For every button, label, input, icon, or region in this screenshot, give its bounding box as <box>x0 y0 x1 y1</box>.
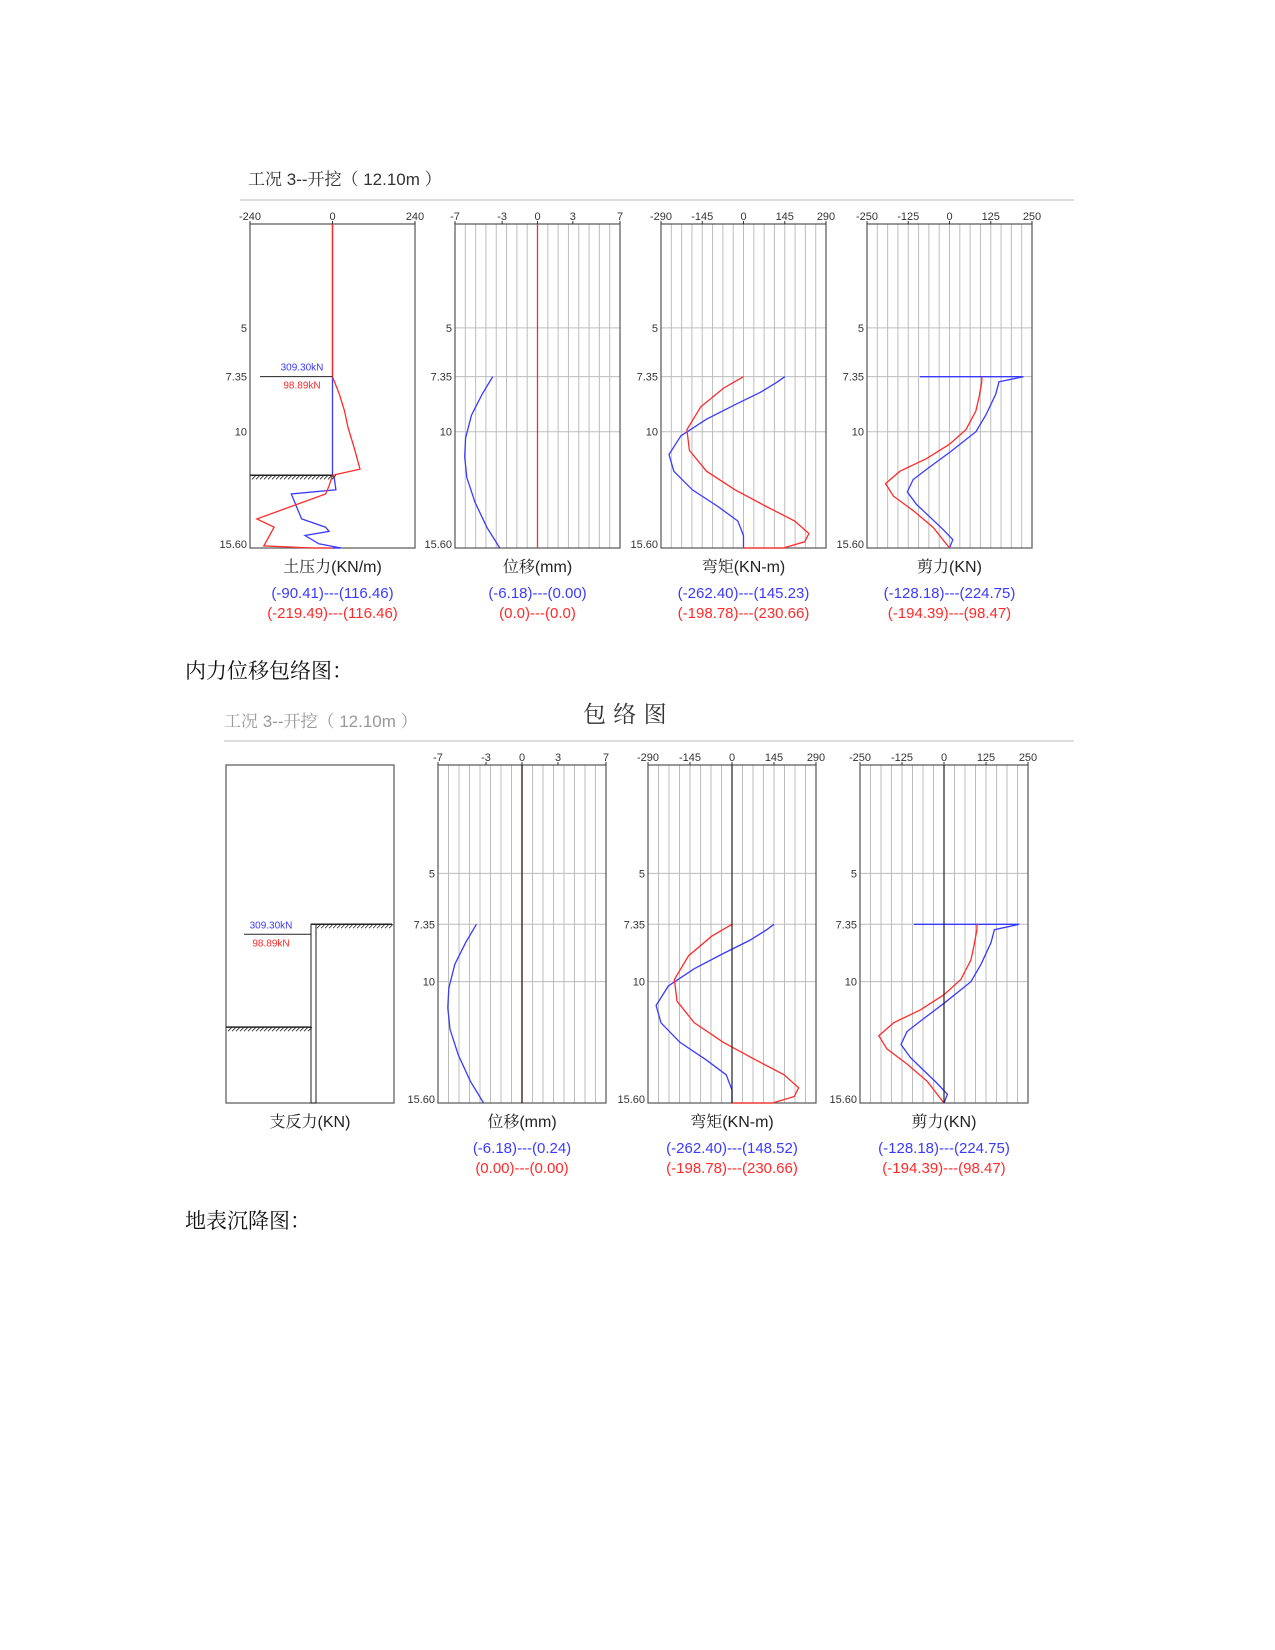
section1-charts <box>219 211 1041 622</box>
x-tick-label: 250 <box>1018 752 1038 764</box>
s2-displacement-env-range-red: (0.00)---(0.00) <box>475 1160 569 1177</box>
series-line-red <box>687 377 809 548</box>
depth-tick-label: 10 <box>632 976 645 989</box>
x-tick-label: 250 <box>1022 211 1042 223</box>
x-tick-label: -290 <box>649 211 673 223</box>
support-force-blue: 309.30kN <box>249 920 293 932</box>
series-line-blue <box>901 924 1019 1103</box>
x-tick-label: 0 <box>940 752 948 764</box>
section2-charts <box>226 752 1037 1177</box>
x-tick-label: -7 <box>450 211 460 223</box>
depth-tick-label: 10 <box>234 426 247 439</box>
s1-moment-range-blue: (-262.40)---(145.23) <box>677 585 810 602</box>
depth-tick-label: 7.35 <box>842 371 864 384</box>
series-line-blue <box>465 377 500 548</box>
x-tick-label: 0 <box>518 752 526 764</box>
x-tick-label: 125 <box>981 211 1000 223</box>
x-tick-label: 3 <box>554 752 562 764</box>
x-tick-label: 0 <box>946 211 953 223</box>
depth-tick-label: 15.60 <box>829 1094 857 1106</box>
x-tick-label: -145 <box>678 752 702 764</box>
s1-earth-pressure-range-red: (-219.49)---(116.46) <box>267 605 398 622</box>
s1-displacement-range-blue: (-6.18)---(0.00) <box>488 585 587 602</box>
s2-displacement-env-label: 位移(mm) <box>487 1114 557 1131</box>
x-tick-label: 290 <box>816 211 836 223</box>
x-tick-label: 0 <box>534 211 541 223</box>
support-force-red: 98.89kN <box>283 380 321 392</box>
depth-tick-label: 5 <box>850 868 857 881</box>
depth-tick-label: 15.60 <box>630 539 658 551</box>
depth-tick-label: 7.35 <box>413 919 435 932</box>
x-tick-label: 0 <box>728 752 736 764</box>
depth-tick-label: 10 <box>645 426 658 439</box>
x-tick-label: -290 <box>636 752 660 764</box>
x-tick-label: 240 <box>405 211 425 223</box>
x-tick-label: -7 <box>433 752 443 764</box>
x-tick-label: -145 <box>691 211 714 223</box>
x-tick-label: -125 <box>897 211 920 223</box>
x-tick-label: 0 <box>740 211 747 223</box>
series-line-red <box>886 377 982 548</box>
depth-tick-label: 5 <box>445 322 452 335</box>
heading-settlement: 地表沉降图： <box>185 1209 311 1233</box>
s1-displacement-label: 位移(mm) <box>502 559 573 576</box>
retaining-wall <box>311 924 316 1103</box>
x-tick-label: 7 <box>616 211 624 223</box>
s2-displacement-env-range-blue: (-6.18)---(0.24) <box>472 1140 572 1157</box>
s1-moment-range-red: (-198.78)---(230.66) <box>677 605 810 622</box>
depth-tick-label: 15.60 <box>219 539 247 551</box>
x-tick-label: 125 <box>976 752 996 764</box>
depth-tick-label: 10 <box>851 426 864 439</box>
series-line-red <box>674 924 798 1103</box>
x-tick-label: -3 <box>497 211 508 223</box>
s2-moment-env-range-red: (-198.78)---(230.66) <box>666 1160 798 1177</box>
support-panel-label: 支反力(KN) <box>269 1114 351 1131</box>
x-tick-label: -3 <box>481 752 491 764</box>
s1-displacement-range-red: (0.0)---(0.0) <box>499 605 576 622</box>
depth-tick-label: 5 <box>651 322 658 335</box>
depth-tick-label: 5 <box>857 322 864 335</box>
x-tick-label: -240 <box>238 211 262 223</box>
s1-shear-label: 剪力(KN) <box>917 559 982 576</box>
depth-tick-label: 7.35 <box>835 919 857 932</box>
support-force-blue: 309.30kN <box>280 362 324 374</box>
depth-tick-label: 5 <box>240 322 247 335</box>
x-tick-label: 145 <box>775 211 794 223</box>
s2-moment-env-range-blue: (-262.40)---(148.52) <box>666 1140 798 1157</box>
x-tick-label: 290 <box>806 752 826 764</box>
s2-shear-env-label: 剪力(KN) <box>911 1114 977 1131</box>
section2-title: 工况 3--开挖（ 12.10m ） <box>224 712 418 731</box>
x-tick-label: 145 <box>764 752 784 764</box>
heading-envelope: 内力位移包络图： <box>185 659 353 683</box>
series-line-blue <box>907 377 1023 548</box>
series-line-red <box>879 924 977 1103</box>
s2-shear-env-range-blue: (-128.18)---(224.75) <box>878 1140 1010 1157</box>
s1-shear-range-blue: (-128.18)---(224.75) <box>883 585 1016 602</box>
s2-shear-env-range-red: (-194.39)---(98.47) <box>882 1160 1006 1177</box>
support-force-red: 98.89kN <box>252 938 290 950</box>
x-tick-label: -125 <box>890 752 914 764</box>
depth-tick-label: 15.60 <box>407 1094 435 1106</box>
depth-tick-label: 5 <box>638 868 645 881</box>
envelope-big-title: 包 络 图 <box>583 702 667 728</box>
series-line-blue <box>448 924 484 1103</box>
depth-tick-label: 15.60 <box>617 1094 645 1106</box>
depth-tick-label: 10 <box>439 426 452 439</box>
x-tick-label: 3 <box>569 211 576 223</box>
section1-title: 工况 3--开挖（ 12.10m ） <box>248 170 442 189</box>
depth-tick-label: 7.35 <box>636 371 658 384</box>
s1-shear-range-red: (-194.39)---(98.47) <box>887 605 1012 622</box>
depth-tick-label: 5 <box>428 868 435 881</box>
depth-tick-label: 7.35 <box>430 371 452 384</box>
depth-tick-label: 10 <box>844 976 857 989</box>
series-line-blue <box>669 377 785 548</box>
s1-earth-pressure-label: 土压力(KN/m) <box>283 559 382 576</box>
s1-moment-label: 弯矩(KN-m) <box>701 559 786 576</box>
s2-moment-env-label: 弯矩(KN-m) <box>690 1114 774 1131</box>
depth-tick-label: 15.60 <box>424 539 452 551</box>
x-tick-label: 0 <box>329 211 336 223</box>
depth-tick-label: 7.35 <box>225 371 247 384</box>
x-tick-label: 7 <box>602 752 610 764</box>
x-tick-label: -250 <box>855 211 879 223</box>
series-line-blue <box>656 924 774 1103</box>
depth-tick-label: 10 <box>422 976 435 989</box>
s1-earth-pressure-range-blue: (-90.41)---(116.46) <box>271 585 394 602</box>
x-tick-label: -250 <box>848 752 872 764</box>
depth-tick-label: 15.60 <box>836 539 864 551</box>
depth-tick-label: 7.35 <box>623 919 645 932</box>
